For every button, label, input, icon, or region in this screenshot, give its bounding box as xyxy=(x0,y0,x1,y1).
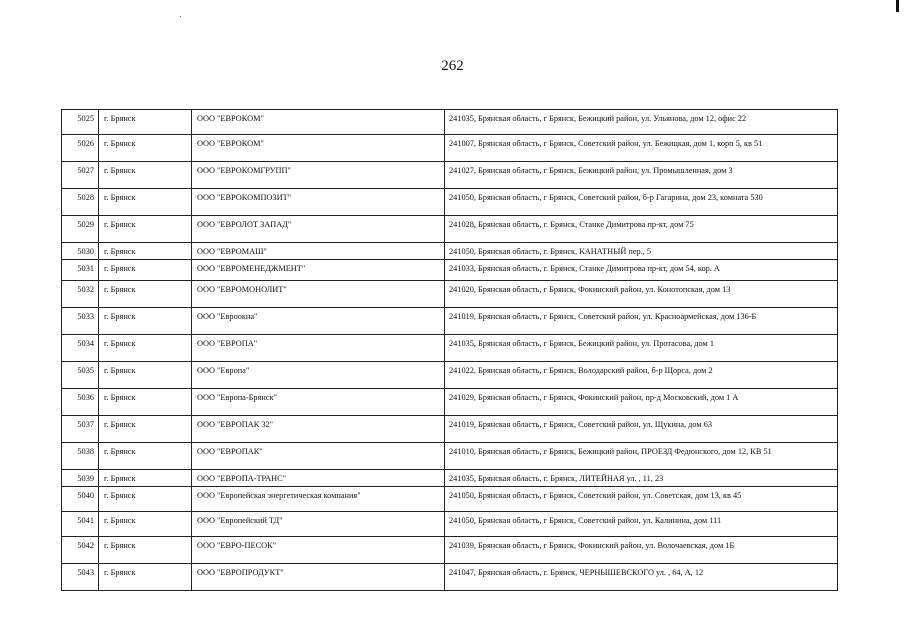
address-cell: 241022, Брянская область, г Брянск, Володарский район, б-р Щорса, дом 2 xyxy=(445,362,838,389)
city-cell: г. Брянск xyxy=(99,564,192,591)
record-number: 5042 xyxy=(62,537,99,564)
table-row xyxy=(62,416,838,443)
organization-cell: ООО "Европейская энергетическая компания" xyxy=(192,487,445,512)
record-number: 5030 xyxy=(62,243,99,260)
table-row xyxy=(62,135,838,162)
table-row xyxy=(62,216,838,243)
address-cell: 241029, Брянская область, г Брянск, Фокинский район, пр-д Московский, дом 1 А xyxy=(445,389,838,416)
organization-cell: ООО "ЕВРОПА-ТРАНС" xyxy=(192,470,445,487)
address-cell: 241020, Брянская область, г Брянск, Фокинский район, ул. Конотопская, дом 13 xyxy=(445,281,838,308)
city-cell: г. Брянск xyxy=(99,389,192,416)
organization-cell: ООО "ЕВРОПАК 32" xyxy=(192,416,445,443)
address-cell: 241047, Брянская область, г. Брянск, ЧЕРНЫШЕВСКОГО ул. , 64, А, 12 xyxy=(445,564,838,591)
table-row xyxy=(62,443,838,470)
registry-table xyxy=(61,109,838,591)
table-row xyxy=(62,487,838,512)
organization-cell: ООО "Евроокна" xyxy=(192,308,445,335)
table-row xyxy=(62,162,838,189)
table-row xyxy=(62,189,838,216)
record-number: 5027 xyxy=(62,162,99,189)
city-cell: г. Брянск xyxy=(99,470,192,487)
address-cell: 241035, Брянская область, г. Брянск, ЛИТЕЙНАЯ ул. , 11, 23 xyxy=(445,470,838,487)
organization-cell: ООО "Европа" xyxy=(192,362,445,389)
city-cell: г. Брянск xyxy=(99,487,192,512)
address-cell: 241039, Брянская область, г Брянск, Фокинский район, ул. Волочаевская, дом 1Б xyxy=(445,537,838,564)
scan-edge-mark xyxy=(896,0,899,12)
table-row xyxy=(62,512,838,537)
city-cell: г. Брянск xyxy=(99,308,192,335)
address-cell: 241007, Брянская область, г Брянск, Советский район, ул. Бежицкая, дом 1, корп 5, кв 51 xyxy=(445,135,838,162)
city-cell: г. Брянск xyxy=(99,162,192,189)
address-cell: 241027, Брянская область, г Брянск, Бежицкий район, ул. Промышленная, дом 3 xyxy=(445,162,838,189)
organization-cell: ООО "ЕВРОПАК" xyxy=(192,443,445,470)
organization-cell: ООО "Европейский ТД" xyxy=(192,512,445,537)
record-number: 5037 xyxy=(62,416,99,443)
table-row xyxy=(62,537,838,564)
address-cell: 241019, Брянская область, г Брянск, Советский район, ул. Щукина, дом 63 xyxy=(445,416,838,443)
record-number: 5026 xyxy=(62,135,99,162)
table-row xyxy=(62,243,838,260)
city-cell: г. Брянск xyxy=(99,135,192,162)
organization-cell: ООО "ЕВРОКОМ" xyxy=(192,135,445,162)
record-number: 5034 xyxy=(62,335,99,362)
table-row xyxy=(62,260,838,281)
city-cell: г. Брянск xyxy=(99,189,192,216)
city-cell: г. Брянск xyxy=(99,416,192,443)
city-cell: г. Брянск xyxy=(99,243,192,260)
record-number: 5028 xyxy=(62,189,99,216)
organization-cell: ООО "ЕВРОМЕНЕДЖМЕНТ" xyxy=(192,260,445,281)
record-number: 5031 xyxy=(62,260,99,281)
city-cell: г. Брянск xyxy=(99,443,192,470)
record-number: 5040 xyxy=(62,487,99,512)
address-cell: 241019, Брянская область, г Брянск, Советский район, ул. Красноармейская, дом 136-Б xyxy=(445,308,838,335)
organization-cell: ООО "ЕВРОЛОТ ЗАПАД" xyxy=(192,216,445,243)
organization-cell: ООО "ЕВРОМАШ" xyxy=(192,243,445,260)
organization-cell: ООО "ЕВРО-ПЕСОК" xyxy=(192,537,445,564)
table-row xyxy=(62,335,838,362)
record-number: 5025 xyxy=(62,110,99,135)
organization-cell: ООО "ЕВРОПРОДУКТ" xyxy=(192,564,445,591)
city-cell: г. Брянск xyxy=(99,512,192,537)
organization-cell: ООО "ЕВРОКОМГРУПП" xyxy=(192,162,445,189)
city-cell: г. Брянск xyxy=(99,281,192,308)
record-number: 5039 xyxy=(62,470,99,487)
table-row xyxy=(62,281,838,308)
table-row xyxy=(62,564,838,591)
address-cell: 241050, Брянская область, г Брянск, Советский район, ул. Советская, дом 13, кв 45 xyxy=(445,487,838,512)
address-cell: 241035, Брянская область, г Брянск, Бежицкий район, ул. Ульянова, дом 12, офис 22 xyxy=(445,110,838,135)
address-cell: 241050, Брянская область, г Брянск, Советский район, б-р Гагарина, дом 23, комната 530 xyxy=(445,189,838,216)
address-cell: 241033, Брянская область, г. Брянск, Станке Димитрова пр-кт, дом 54, кор. А xyxy=(445,260,838,281)
record-number: 5029 xyxy=(62,216,99,243)
city-cell: г. Брянск xyxy=(99,335,192,362)
city-cell: г. Брянск xyxy=(99,537,192,564)
city-cell: г. Брянск xyxy=(99,216,192,243)
city-cell: г. Брянск xyxy=(99,110,192,135)
record-number: 5035 xyxy=(62,362,99,389)
record-number: 5032 xyxy=(62,281,99,308)
address-cell: 241028, Брянская область, г. Брянск, Станке Димитрова пр-кт, дом 75 xyxy=(445,216,838,243)
record-number: 5033 xyxy=(62,308,99,335)
table-row xyxy=(62,362,838,389)
table-row xyxy=(62,389,838,416)
city-cell: г. Брянск xyxy=(99,260,192,281)
record-number: 5038 xyxy=(62,443,99,470)
record-number: 5043 xyxy=(62,564,99,591)
organization-cell: ООО "ЕВРОКОМ" xyxy=(192,110,445,135)
organization-cell: ООО "ЕВРОКОМПОЗИТ" xyxy=(192,189,445,216)
organization-cell: ООО "Европа-Брянск" xyxy=(192,389,445,416)
table-row xyxy=(62,470,838,487)
record-number: 5041 xyxy=(62,512,99,537)
address-cell: 241035, Брянская область, г Брянск, Бежицкий район, ул. Протасова, дом 1 xyxy=(445,335,838,362)
address-cell: 241050, Брянская область, г. Брянск, КАНАТНЫЙ пер., 5 xyxy=(445,243,838,260)
scan-speck xyxy=(180,16,181,17)
record-number: 5036 xyxy=(62,389,99,416)
table-row xyxy=(62,110,838,135)
table-row xyxy=(62,308,838,335)
address-cell: 241050, Брянская область, г Брянск, Советский район, ул. Калинина, дом 111 xyxy=(445,512,838,537)
organization-cell: ООО "ЕВРОМОНОЛИТ" xyxy=(192,281,445,308)
page-number: 262 xyxy=(441,58,464,74)
address-cell: 241010, Брянская область, г Брянск, Бежицкий район, ПРОЕЗД Федюнского, дом 12, КВ 51 xyxy=(445,443,838,470)
organization-cell: ООО "ЕВРОПА" xyxy=(192,335,445,362)
city-cell: г. Брянск xyxy=(99,362,192,389)
